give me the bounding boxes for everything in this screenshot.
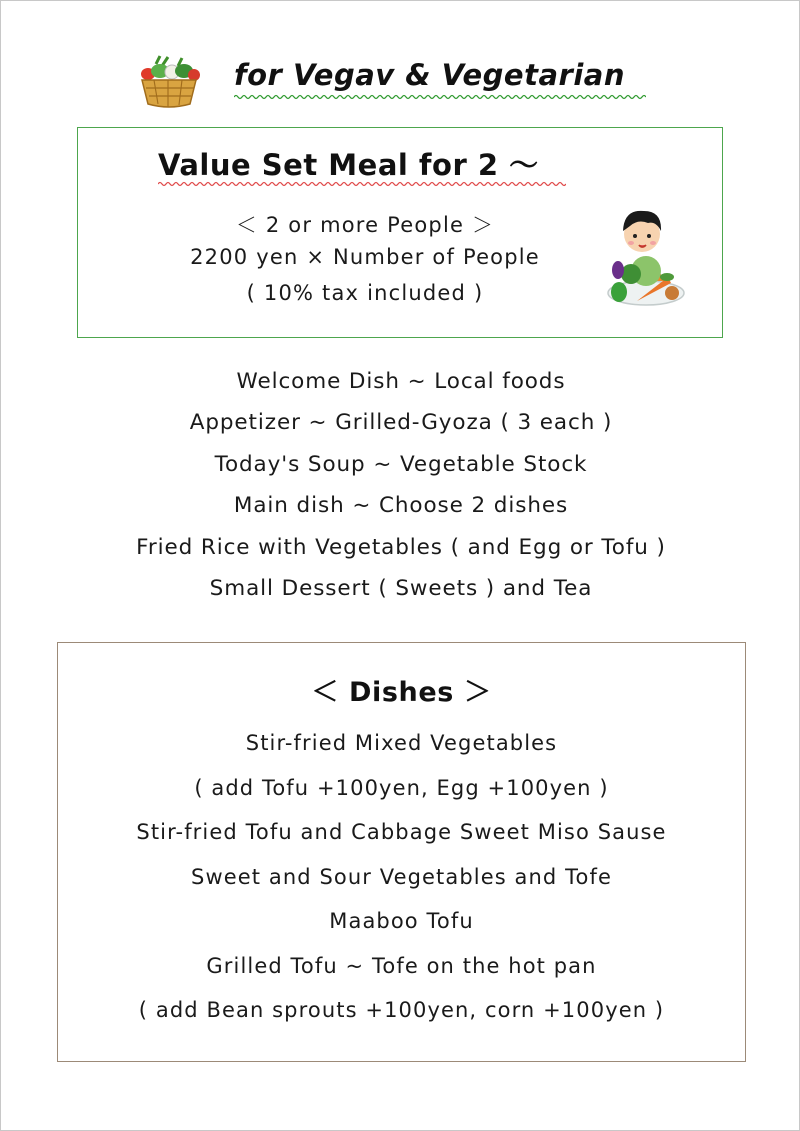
red-wavy-underline [158,181,566,187]
boy-with-vegetables-icon [604,193,688,311]
header-title: for Vegav & Vegetarian [234,58,625,92]
dish-item: Sweet and Sour Vegetables and Tofe [191,865,612,889]
vegetable-basket-icon [134,54,204,110]
dish-item-note: ( add Tofu +100yen, Egg +100yen ) [194,776,609,800]
dish-item-note: ( add Bean sprouts +100yen, corn +100yen ) [138,998,665,1022]
dishes-title: ＜ Dishes ＞ [311,677,492,708]
dish-item: Grilled Tofu ~ Tofe on the hot pan [206,954,597,978]
course-item: Welcome Dish ~ Local foods [236,369,566,394]
dish-item: Stir-fried Tofu and Cabbage Sweet Miso Sause [136,820,667,844]
set-meal-tax: ( 10% tax included ) [246,281,484,305]
course-item: Small Dessert ( Sweets ) and Tea [209,576,593,601]
set-meal-people: ＜ 2 or more People ＞ [235,213,495,237]
dish-item: Maaboo Tofu [329,909,474,933]
course-item: Today's Soup ~ Vegetable Stock [214,452,588,477]
dish-item: Stir-fried Mixed Vegetables [245,731,558,755]
set-meal-title: Value Set Meal for 2 ～ [158,148,539,182]
set-meal-price: 2200 yen × Number of People [190,245,540,269]
course-item: Fried Rice with Vegetables ( and Egg or Tofu ) [136,535,666,560]
green-wavy-underline [234,94,646,100]
course-item: Appetizer ~ Grilled-Gyoza ( 3 each ) [189,410,613,435]
course-item: Main dish ~ Choose 2 dishes [233,493,569,518]
